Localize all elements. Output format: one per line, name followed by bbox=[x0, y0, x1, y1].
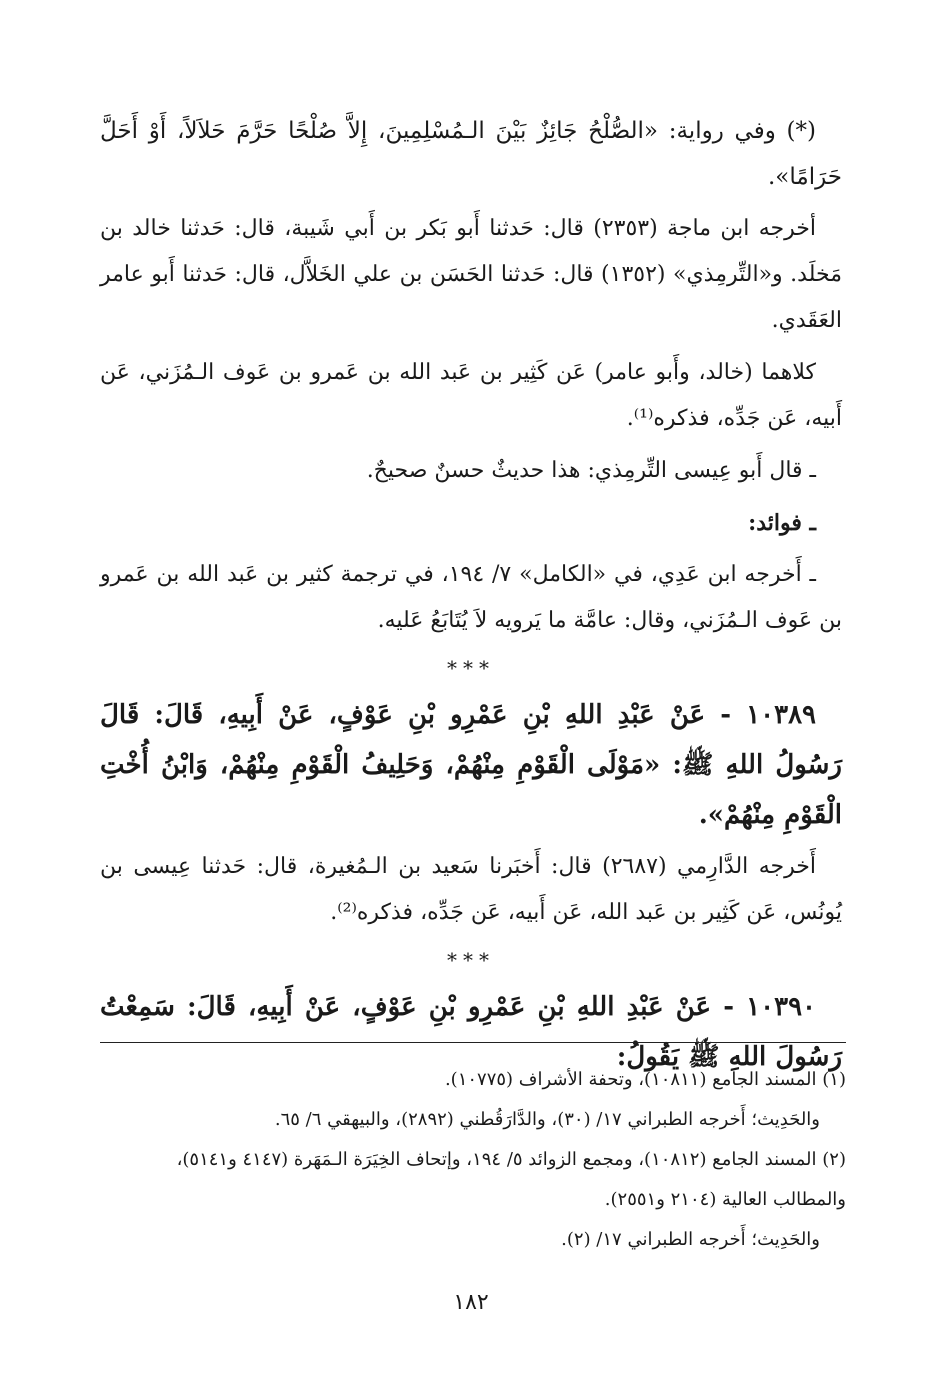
footnote-1-line-1: (١) المسند الجامع (١٠٨١١)، وتحفة الأشراف (١٠٧٧٥). bbox=[444, 1069, 846, 1090]
fawaid-heading: ـ فوائد: bbox=[748, 510, 816, 536]
section-separator-stars: *** bbox=[447, 656, 495, 680]
footnote-separator bbox=[100, 1042, 846, 1043]
footnote-2-line-1: (٢) المسند الجامع (١٠٨١٢)، ومجمع الزوائد ٥/ ١٩٤، وإتحاف الخِيَرَة الـمَهَرة (٤١٤٧ و٥١٤١)، والمطالب العالية (٢١٠٤ و٢٥٥١). bbox=[176, 1149, 846, 1210]
footnote-2-line-2: والحَدِيث؛ أَخرجه الطبراني ١٧/ (٢). bbox=[561, 1229, 820, 1250]
hadith-10390: ١٠٣٩٠ - عَنْ عَبْدِ اللهِ بْنِ عَمْرِو بْنِ عَوْفٍ، عَنْ أَبِيهِ، قَالَ: سَمِعْتُ رَسُولَ اللهِ ﷺ يَقُولُ: bbox=[100, 992, 842, 1072]
page-number: ١٨٢ bbox=[453, 1290, 489, 1315]
section-separator-stars-2: *** bbox=[447, 948, 495, 972]
takhrij-paragraph-2: كلاهما (خالد، وأَبو عامر) عَن كَثِير بن عَبد الله بن عَمرو بن عَوف الـمُزَني، عَن أَبيه، عَن جَدِّه، فذكره⁽¹⁾. bbox=[100, 360, 842, 431]
fawaid-text: ـ أَخرجه ابن عَدِي، في «الكامل» ٧/ ١٩٤، في ترجمة كثير بن عَبد الله بن عَمرو بن عَوف الـمُزَني، وقال: عامَّة ما يَرويه لاَ يُتَابَعُ عَليه. bbox=[100, 562, 842, 633]
page-body bbox=[100, 108, 842, 1086]
tirmidhi-ruling: ـ قال أَبو عِيسى التِّرمِذي: هذا حديثٌ حسنٌ صحيحٌ. bbox=[366, 458, 816, 483]
takhrij-paragraph-1: أخرجه ابن ماجة (٢٣٥٣) قال: حَدثنا أَبو بَكر بن أَبي شَيبة، قال: حَدثنا خالد بن مَخلَد. و«التِّرمِذي» (١٣٥٢) قال: حَدثنا الحَسَن بن علي الخَلاَّل، قال: حَدثنا أَبو عامر العَقَدي. bbox=[100, 216, 842, 333]
hadith-10389: ١٠٣٨٩ - عَنْ عَبْدِ اللهِ بْنِ عَمْرِو بْنِ عَوْفٍ، عَنْ أَبِيهِ، قَالَ: قَالَ رَسُولُ اللهِ ﷺ: «مَوْلَى الْقَوْمِ مِنْهُمْ، وَحَلِيفُ الْقَوْمِ مِنْهُمْ، وَابْنُ أُخْتِ الْقَوْمِ مِنْهُمْ». bbox=[100, 700, 842, 830]
takhrij-paragraph-3: أَخرجه الدَّارِمي (٢٦٨٧) قال: أَخبَرنا سَعيد بن الـمُغيرة، قال: حَدثنا عِيسى بن يُونُس، عَن كَثِير بن عَبد الله، عَن أَبيه، عَن جَدِّه، فذكره⁽²⁾. bbox=[100, 854, 842, 925]
footnote-1-line-2: والحَدِيث؛ أَخرجه الطبراني ١٧/ (٣٠)، والدَّارَقُطني (٢٨٩٢)، والبيهقي ٦/ ٦٥. bbox=[274, 1109, 820, 1130]
footnotes bbox=[100, 1060, 846, 1260]
narration-paragraph: (*) وفي رواية: «الصُّلْحُ جَائِزٌ بَيْنَ الـمُسْلِمِينَ، إِلاَّ صُلْحًا حَرَّمَ حَلاَلاً، أَوْ أَحَلَّ حَرَامًا». bbox=[100, 118, 842, 190]
